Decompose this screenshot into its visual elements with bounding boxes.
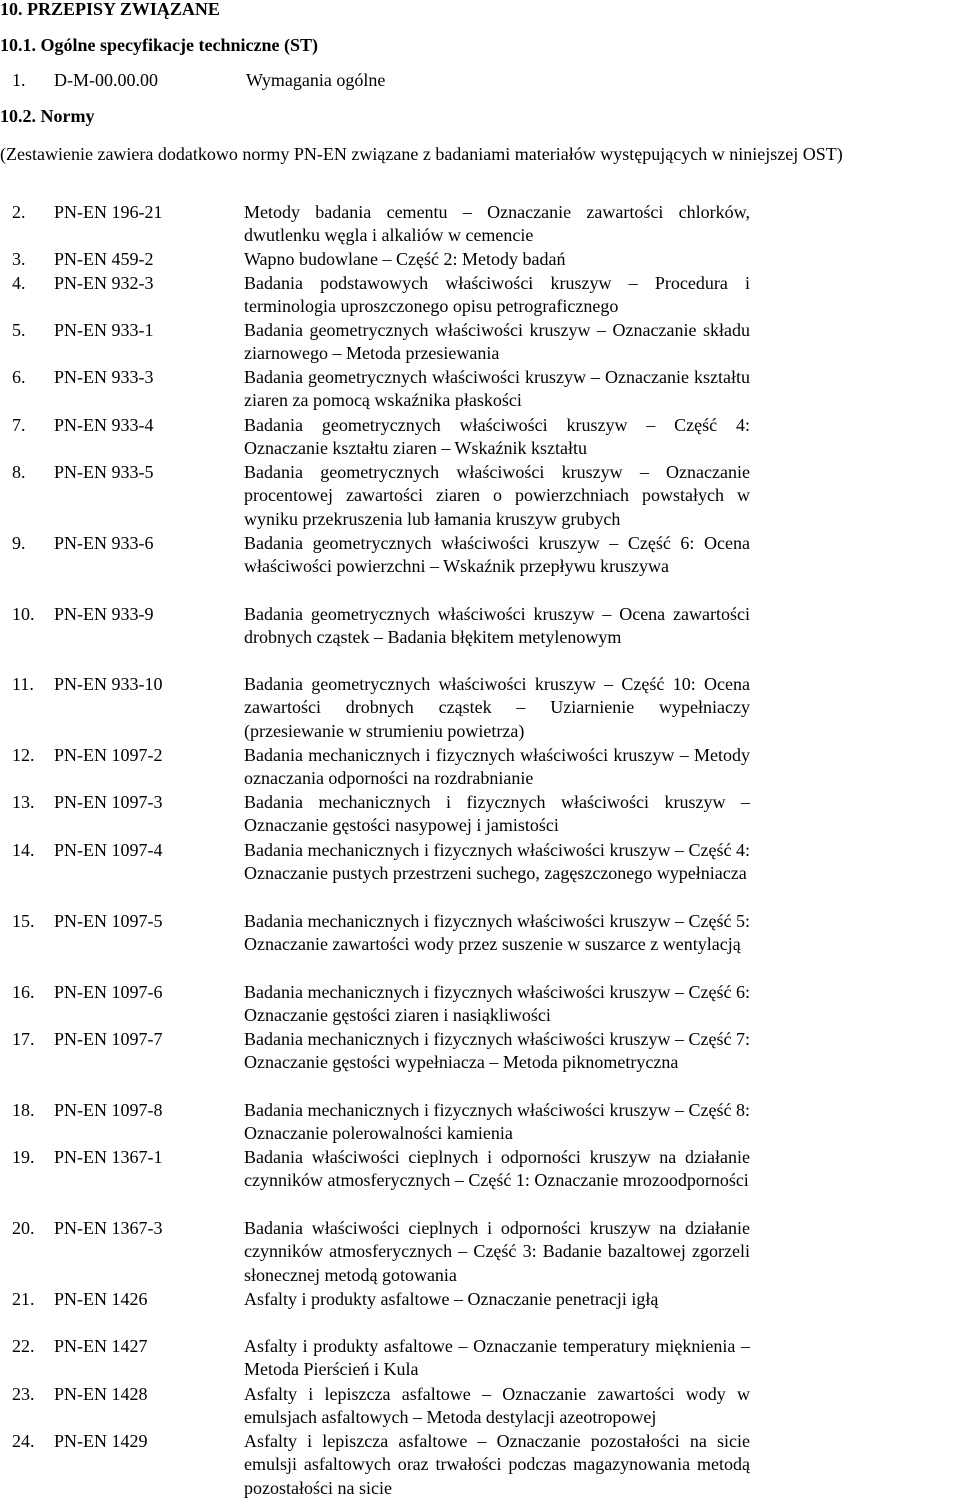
norm-code: PN-EN 933-1 xyxy=(54,320,154,340)
norm-code: PN-EN 1097-4 xyxy=(54,840,163,860)
norm-code: PN-EN 1097-8 xyxy=(54,1100,163,1120)
norm-code: PN-EN 1097-3 xyxy=(54,792,163,812)
norm-code: PN-EN 932-3 xyxy=(54,273,154,293)
norm-number: 23. xyxy=(12,1384,35,1404)
subsection-title-norms: 10.2. Normy xyxy=(0,106,95,126)
norm-number: 7. xyxy=(12,415,26,435)
norm-number: 10. xyxy=(12,604,35,624)
norm-code: PN-EN 1428 xyxy=(54,1384,148,1404)
norm-code: PN-EN 459-2 xyxy=(54,249,154,269)
spec-item-code: D-M-00.00.00 xyxy=(54,70,158,90)
spec-item-description: Wymagania ogólne xyxy=(246,70,386,90)
norm-number: 16. xyxy=(12,982,35,1002)
norms-intro: (Zestawienie zawiera dodatkowo normy PN-EN związane z badaniami materiałów występujących w niniejszej OST) xyxy=(0,144,843,164)
norm-number: 4. xyxy=(12,273,26,293)
norm-description: Wapno budowlane – Część 2: Metody badań xyxy=(244,249,566,269)
norm-code: PN-EN 1367-1 xyxy=(54,1147,163,1167)
norm-number: 18. xyxy=(12,1100,35,1120)
norm-code: PN-EN 1426 xyxy=(54,1289,148,1309)
norm-description: Badania właściwości cieplnych i odporności kruszyw na działanie czynników atmosferycznych – Część 1: Oznaczanie mrozoodporności xyxy=(244,1147,750,1191)
norm-code: PN-EN 933-6 xyxy=(54,533,154,553)
norm-description: Badania geometrycznych właściwości kruszyw – Oznaczanie kształtu ziaren za pomocą wskaźnika płaskości xyxy=(244,367,750,411)
norm-number: 17. xyxy=(12,1029,35,1049)
norm-number: 22. xyxy=(12,1336,35,1356)
norm-number: 24. xyxy=(12,1431,35,1451)
norm-number: 20. xyxy=(12,1218,35,1238)
norm-description: Badania podstawowych właściwości kruszyw – Procedura i terminologia uproszczonego opisu petrograficznego xyxy=(244,273,750,317)
norm-description: Badania mechanicznych i fizycznych właściwości kruszyw – Część 6: Oznaczanie gęstości ziaren i nasiąkliwości xyxy=(244,982,750,1026)
norm-number: 15. xyxy=(12,911,35,931)
section-title: 10. PRZEPISY ZWIĄZANE xyxy=(0,0,220,19)
norm-number: 8. xyxy=(12,462,26,482)
norm-code: PN-EN 1097-2 xyxy=(54,745,163,765)
norm-description: Asfalty i produkty asfaltowe – Oznaczanie penetracji igłą xyxy=(244,1289,659,1309)
norm-description: Badania geometrycznych właściwości kruszyw – Część 10: Ocena zawartości drobnych cząstek – Uziarnienie wypełniaczy (przesiewanie w strumieniu powietrza) xyxy=(244,674,750,741)
norm-description: Asfalty i lepiszcza asfaltowe – Oznaczanie pozostałości na sicie emulsji asfaltowych oraz trwałości podczas magazynowania metodą pozostałości na sicie xyxy=(244,1431,750,1498)
norm-number: 3. xyxy=(12,249,26,269)
norm-description: Badania właściwości cieplnych i odporności kruszyw na działanie czynników atmosferycznych – Część 3: Badanie bazaltowej zgorzeli słonecznej metodą gotowania xyxy=(244,1218,750,1285)
norm-description: Badania geometrycznych właściwości kruszyw – Część 6: Ocena właściwości powierzchni – Wskaźnik przepływu kruszywa xyxy=(244,533,750,577)
norm-code: PN-EN 1429 xyxy=(54,1431,148,1451)
norm-description: Metody badania cementu – Oznaczanie zawartości chlorków, dwutlenku węgla i alkaliów w cemencie xyxy=(244,202,750,246)
norm-number: 12. xyxy=(12,745,35,765)
norm-description: Badania geometrycznych właściwości kruszyw – Oznaczanie procentowej zawartości ziaren o powierzchniach powstałych w wyniku przekruszenia lub łamania kruszyw grubych xyxy=(244,462,750,529)
norm-description: Badania mechanicznych i fizycznych właściwości kruszyw – Część 7: Oznaczanie gęstości wypełniacza – Metoda piknometryczna xyxy=(244,1029,750,1073)
norm-description: Asfalty i produkty asfaltowe – Oznaczanie temperatury mięknienia – Metoda Pierścień i Kula xyxy=(244,1336,750,1380)
norm-description: Badania geometrycznych właściwości kruszyw – Ocena zawartości drobnych cząstek – Badania błękitem metylenowym xyxy=(244,604,750,648)
norm-number: 9. xyxy=(12,533,26,553)
norm-code: PN-EN 933-3 xyxy=(54,367,154,387)
norm-code: PN-EN 933-5 xyxy=(54,462,154,482)
norm-code: PN-EN 1367-3 xyxy=(54,1218,163,1238)
norm-code: PN-EN 1097-7 xyxy=(54,1029,163,1049)
norm-number: 19. xyxy=(12,1147,35,1167)
norm-code: PN-EN 933-4 xyxy=(54,415,154,435)
norm-description: Badania geometrycznych właściwości kruszyw – Część 4: Oznaczanie kształtu ziaren – Wskaźnik kształtu xyxy=(244,415,750,459)
norm-description: Badania geometrycznych właściwości kruszyw – Oznaczanie składu ziarnowego – Metoda przesiewania xyxy=(244,320,750,364)
spec-item xyxy=(0,69,960,93)
norm-description: Badania mechanicznych i fizycznych właściwości kruszyw – Część 4: Oznaczanie pustych przestrzeni suchego, zagęszczonego wypełniacza xyxy=(244,840,750,884)
norm-code: PN-EN 1097-6 xyxy=(54,982,163,1002)
spec-item-number: 1. xyxy=(12,70,26,90)
norm-code: PN-EN 196-21 xyxy=(54,202,163,222)
norm-number: 11. xyxy=(12,674,34,694)
norm-description: Badania mechanicznych i fizycznych właściwości kruszyw – Oznaczanie gęstości nasypowej i jamistości xyxy=(244,792,750,836)
norm-description: Badania mechanicznych i fizycznych właściwości kruszyw – Część 8: Oznaczanie polerowalności kamienia xyxy=(244,1100,750,1144)
norm-description: Badania mechanicznych i fizycznych właściwości kruszyw – Część 5: Oznaczanie zawartości wody przez suszenie w suszarce z wentylacją xyxy=(244,911,750,955)
norm-code: PN-EN 1097-5 xyxy=(54,911,163,931)
norm-number: 6. xyxy=(12,367,26,387)
norm-number: 14. xyxy=(12,840,35,860)
norm-number: 2. xyxy=(12,202,26,222)
norm-number: 13. xyxy=(12,792,35,812)
norm-description: Badania mechanicznych i fizycznych właściwości kruszyw – Metody oznaczania odporności na rozdrabnianie xyxy=(244,745,750,789)
norm-code: PN-EN 1427 xyxy=(54,1336,148,1356)
subsection-title-specs: 10.1. Ogólne specyfikacje techniczne (ST) xyxy=(0,35,318,55)
norm-number: 21. xyxy=(12,1289,35,1309)
norm-code: PN-EN 933-10 xyxy=(54,674,163,694)
norm-number: 5. xyxy=(12,320,26,340)
norm-code: PN-EN 933-9 xyxy=(54,604,154,624)
norm-description: Asfalty i lepiszcza asfaltowe – Oznaczanie zawartości wody w emulsjach asfaltowych – Metoda destylacji azeotropowej xyxy=(244,1384,750,1428)
